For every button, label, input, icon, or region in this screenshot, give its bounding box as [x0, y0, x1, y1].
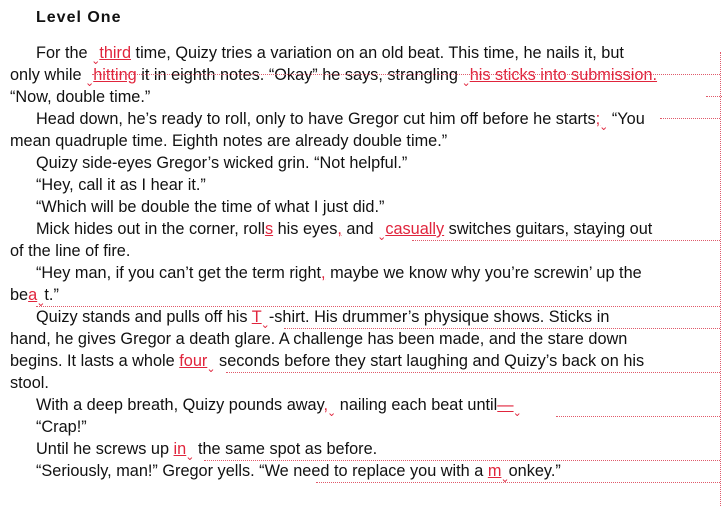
margin-balloon-line [720, 52, 721, 506]
tracked-insertion[interactable]: , [337, 220, 342, 238]
text-run: nailing each beat until [335, 396, 498, 414]
paragraph-line[interactable] [36, 174, 206, 196]
text-run: stool. [10, 374, 49, 392]
text-run: “Now, double time.” [10, 88, 151, 106]
paragraph-line[interactable] [36, 394, 521, 418]
tracked-insertion[interactable]: s [264, 220, 274, 238]
text-run: For the [36, 44, 93, 62]
tracked-insertion[interactable]: casually [385, 220, 445, 238]
paragraph-line[interactable] [10, 350, 644, 374]
paragraph-line[interactable] [36, 218, 652, 242]
insert-caret-icon: ⌄ [377, 231, 387, 243]
text-run: With a deep breath, Quizy pounds away [36, 396, 324, 414]
text-run: switches guitars, staying out [444, 220, 653, 238]
insert-caret-icon: ⌄ [327, 407, 337, 419]
text-run: Head down, he’s ready to roll, only to have Gregor cut him off before he starts [36, 110, 596, 128]
paragraph-line[interactable] [36, 196, 384, 218]
change-connector-line [412, 240, 720, 241]
text-run: “Seriously, man!” Gregor yells. “We need to replace you with a [36, 462, 488, 480]
paragraph-line[interactable] [36, 438, 377, 462]
paragraph-line[interactable] [10, 284, 59, 308]
text-run: onkey.” [508, 462, 561, 480]
tracked-insertion[interactable]: T [251, 308, 262, 326]
tracked-insertion[interactable]: ; [595, 110, 601, 128]
change-connector-line [556, 416, 720, 417]
paragraph-line[interactable] [36, 262, 642, 284]
tracked-insertion[interactable]: — [497, 396, 514, 414]
insert-caret-icon: ⌄ [260, 319, 270, 331]
paragraph-line[interactable] [36, 460, 561, 484]
text-run: “Hey man, if you can’t get the term right [36, 264, 322, 282]
tracked-insertion[interactable]: hitting [93, 66, 137, 84]
tracked-insertion[interactable]: in [173, 440, 187, 458]
insert-caret-icon: ⌄ [36, 297, 46, 309]
tracked-insertion[interactable]: third [99, 44, 132, 62]
change-connector-line [316, 482, 720, 483]
change-connector-line [204, 460, 720, 461]
text-run: Quizy side-eyes Gregor’s wicked grin. “Not helpful.” [36, 154, 408, 172]
insert-caret-icon: ⌄ [206, 363, 216, 375]
change-connector-line [660, 118, 720, 119]
text-run: begins. It lasts a whole [10, 352, 180, 370]
paragraph-line[interactable] [10, 240, 130, 262]
text-run: it in eighth notes. “Okay” he says, strangling [136, 66, 463, 84]
text-run: his eyes [273, 220, 338, 238]
text-run: of the line of fire. [10, 242, 131, 260]
insert-caret-icon: ⌄ [599, 121, 609, 133]
paragraph-line[interactable] [36, 152, 407, 174]
change-connector-line [226, 372, 720, 373]
text-run: seconds before they start laughing and Quizy’s back on his [214, 352, 645, 370]
change-connector-line [92, 74, 720, 75]
insert-caret-icon: ⌄ [500, 473, 510, 485]
text-run: only while [10, 66, 87, 84]
text-run: the same spot as before. [193, 440, 378, 458]
tracked-insertion[interactable]: a [28, 286, 38, 304]
text-run: hand, he gives Gregor a death glare. A challenge has been made, and the stare down [10, 330, 628, 348]
tracked-insertion[interactable]: . [652, 66, 658, 84]
paragraph-line[interactable] [10, 372, 49, 394]
paragraph-line[interactable] [36, 416, 87, 438]
text-run: Mick hides out in the corner, roll [36, 220, 265, 238]
paragraph-line[interactable] [36, 42, 624, 66]
text-run: “Which will be double the time of what I just did.” [36, 198, 385, 216]
insert-caret-icon: ⌄ [512, 407, 522, 419]
text-run: “You [607, 110, 645, 128]
paragraph-line[interactable] [10, 328, 627, 350]
text-run: mean quadruple time. Eighth notes are already double time.” [10, 132, 448, 150]
text-run: -shirt. His drummer’s physique shows. Sticks in [268, 308, 610, 326]
tracked-insertion[interactable]: m [487, 462, 502, 480]
insert-caret-icon: ⌄ [91, 55, 101, 67]
text-run: “Hey, call it as I hear it.” [36, 176, 206, 194]
text-run: maybe we know why you’re screwin’ up the [325, 264, 642, 282]
tracked-insertion[interactable]: his sticks into submission [469, 66, 653, 84]
text-run: “Crap!” [36, 418, 87, 436]
change-connector-line [36, 306, 720, 307]
paragraph-line[interactable] [10, 86, 150, 108]
paragraph-line[interactable] [36, 108, 645, 132]
text-run: t.” [44, 286, 59, 304]
tracked-insertion[interactable]: , [323, 396, 329, 414]
tracked-insertion[interactable]: four [179, 352, 208, 370]
tracked-insertion[interactable]: , [321, 264, 326, 282]
insert-caret-icon: ⌄ [461, 77, 471, 89]
insert-caret-icon: ⌄ [185, 451, 195, 463]
text-run: be [10, 286, 29, 304]
paragraph-line[interactable] [10, 64, 657, 88]
paragraph-line[interactable] [36, 306, 609, 330]
text-run: and [341, 220, 379, 238]
chapter-title: Level One [36, 9, 122, 26]
paragraph-line[interactable] [10, 130, 447, 152]
text-run: time, Quizy tries a variation on an old beat. This time, he nails it, but [131, 44, 624, 62]
text-run: Quizy stands and pulls off his [36, 308, 252, 326]
change-connector-line [284, 328, 720, 329]
text-run: Until he screws up [36, 440, 174, 458]
insert-caret-icon: ⌄ [85, 77, 95, 89]
